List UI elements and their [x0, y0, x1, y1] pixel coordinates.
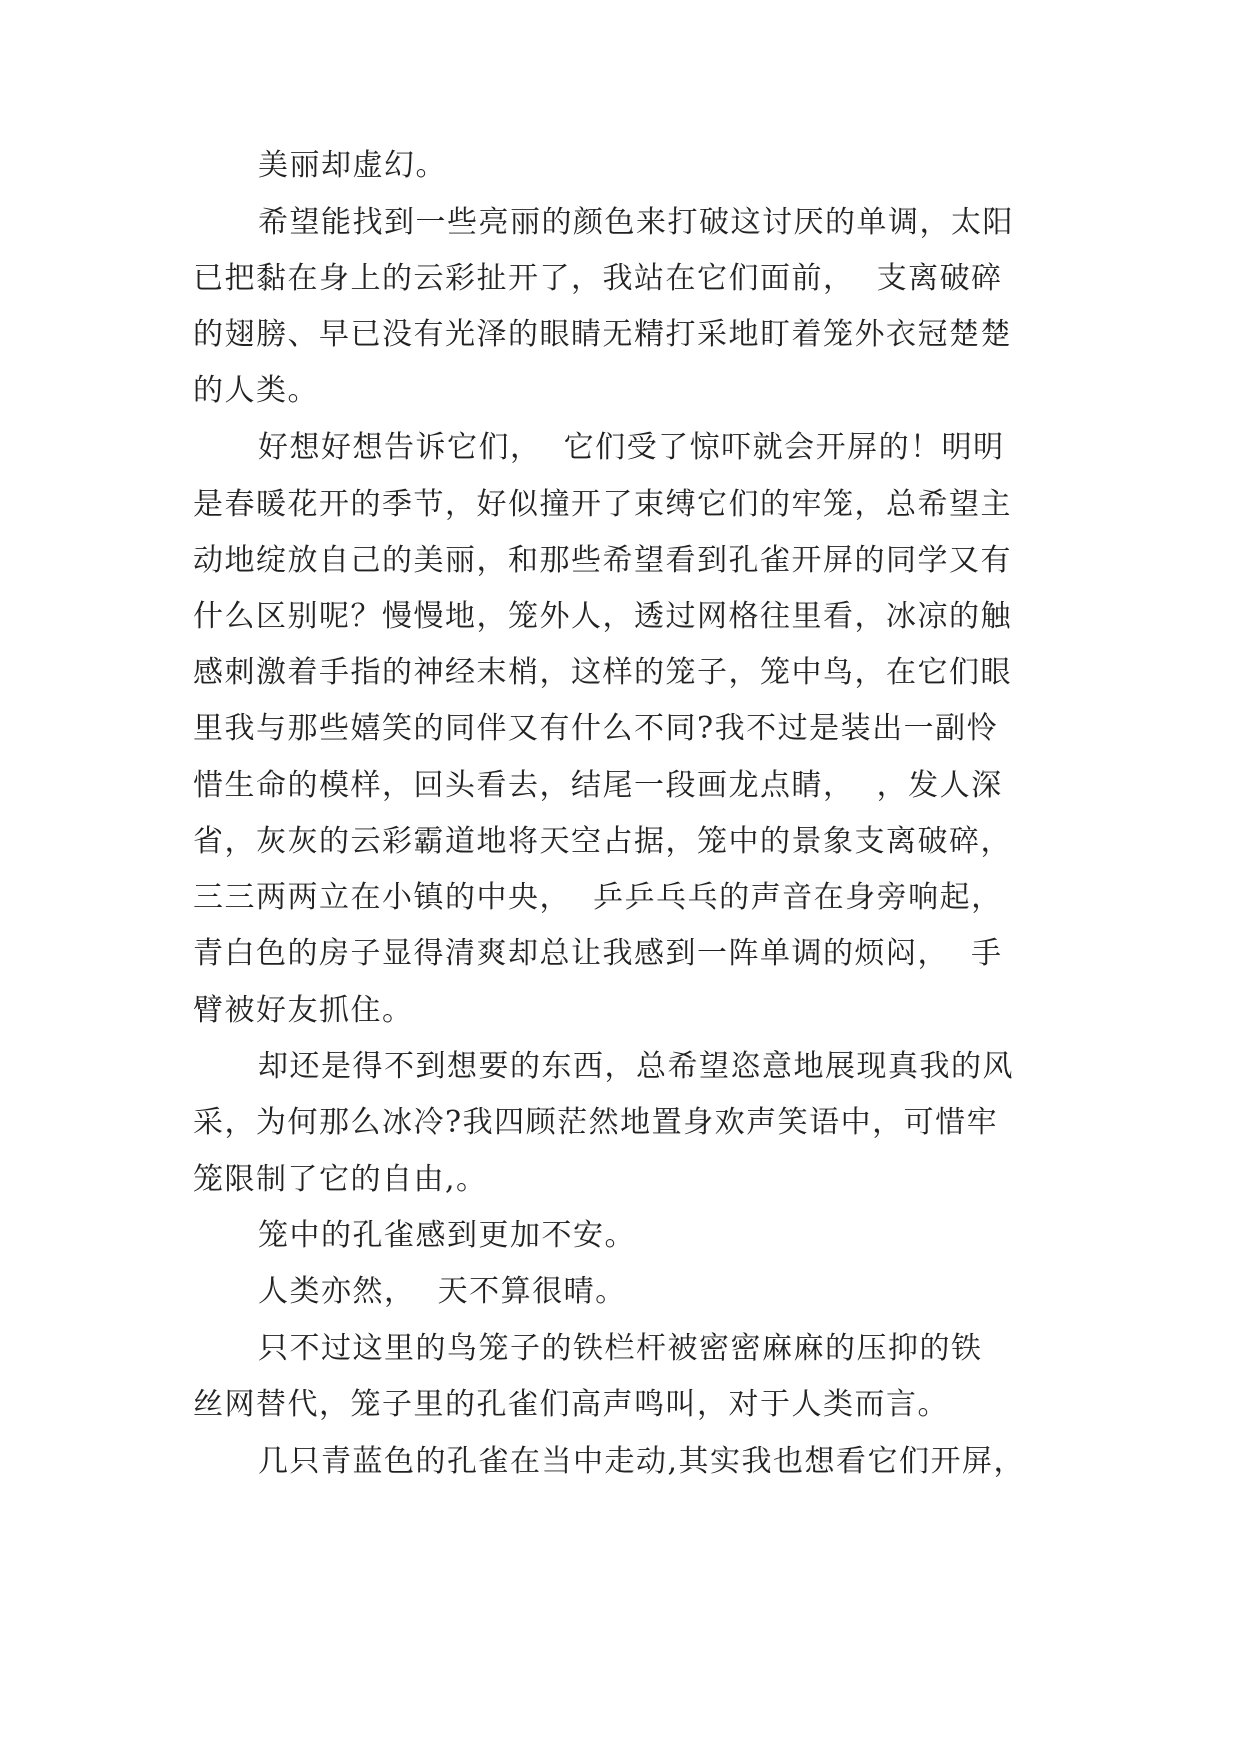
text-line: 人类亦然， 天不算很晴。 — [258, 1274, 627, 1309]
text-line: 动地绽放自己的美丽，和那些希望看到孔雀开屏的同学又有 — [193, 543, 1012, 578]
text-line: 的人类。 — [193, 373, 319, 408]
text-line: 的翅膀、早已没有光泽的眼睛无精打采地盯着笼外衣冠楚楚 — [193, 317, 1012, 352]
text-line: 三三两两立在小镇的中央， 乒乒乓乓的声音在身旁响起， — [193, 880, 1003, 915]
text-line: 臂被好友抓住。 — [193, 993, 414, 1028]
text-line: 惜生命的模样，回头看去，结尾一段画龙点睛， ，发人深 — [193, 768, 1003, 803]
text-line: 美丽却虚幻。 — [258, 148, 447, 183]
text-line: 笼中的孔雀感到更加不安。 — [258, 1218, 636, 1253]
text-line: 只不过这里的鸟笼子的铁栏杆被密密麻麻的压抑的铁 — [258, 1331, 983, 1366]
text-line: 希望能找到一些亮丽的颜色来打破这讨厌的单调，太阳 — [258, 205, 1014, 240]
text-line: 采，为何那么冰冷?我四顾茫然地置身欢声笑语中，可惜牢 — [193, 1105, 999, 1140]
text-line: 青白色的房子显得清爽却总让我感到一阵单调的烦闷， 手 — [193, 936, 1003, 971]
text-line: 丝网替代，笼子里的孔雀们高声鸣叫，对于人类而言。 — [193, 1387, 949, 1422]
text-line: 笼限制了它的自由,。 — [193, 1162, 488, 1197]
text-line: 好想好想告诉它们， 它们受了惊吓就会开屏的！明明 — [258, 430, 1005, 465]
text-line: 感刺激着手指的神经末梢，这样的笼子，笼中鸟，在它们眼 — [193, 655, 1012, 690]
text-line: 却还是得不到想要的东西，总希望恣意地展现真我的风 — [258, 1049, 1014, 1084]
text-line: 几只青蓝色的孔雀在当中走动,其实我也想看它们开屏， — [258, 1444, 1026, 1479]
text-line: 里我与那些嬉笑的同伴又有什么不同?我不过是装出一副怜 — [193, 711, 999, 746]
text-line: 是春暖花开的季节，好似撞开了束缚它们的牢笼，总希望主 — [193, 487, 1012, 522]
text-line: 省，灰灰的云彩霸道地将天空占据，笼中的景象支离破碎， — [193, 824, 1012, 859]
text-line: 已把黏在身上的云彩扯开了，我站在它们面前， 支离破碎 — [193, 261, 1003, 296]
text-line: 什么区别呢？慢慢地，笼外人，透过网格往里看，冰凉的触 — [193, 599, 1012, 634]
